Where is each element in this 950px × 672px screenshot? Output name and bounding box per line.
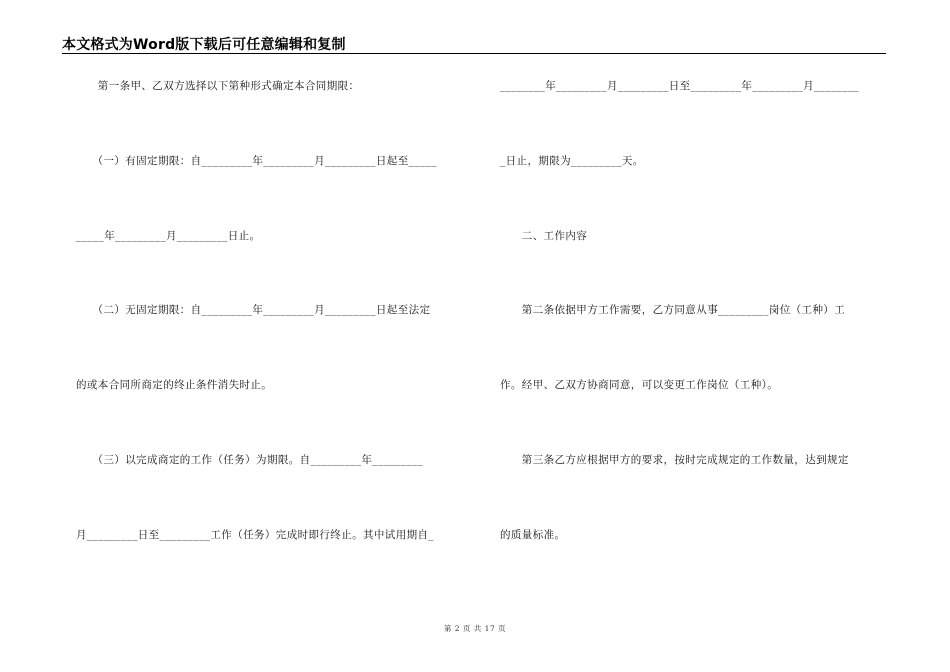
contract-term-article-1: 第一条甲、乙双方选择以下第种形式确定本合同期限：: [76, 80, 360, 92]
page-number-footer: 第 2 页 共 17 页: [443, 624, 507, 633]
article-2-line-2: 作。经甲、乙双方协商同意，可以变更工作岗位（工种）。: [500, 379, 779, 391]
probation-period-line-2: _日止，期限为_________天。: [500, 155, 644, 167]
fixed-term-line-1: （一）有固定期限：自_________年_________月_________日起至_____: [76, 155, 437, 167]
open-term-line-1: （二）无固定期限：自_________年_________月_________日起至法定: [76, 304, 431, 316]
section-heading-work-content: 二、工作内容: [500, 230, 588, 242]
probation-period-line-1: ________年_________月_________日至_________年_________月________: [500, 80, 860, 92]
article-3-line-2: 的质量标准。: [500, 529, 566, 541]
article-3-line-1: 第三条乙方应根据甲方的要求，按时完成规定的工作数量，达到规定: [500, 454, 849, 466]
header-divider: [62, 53, 886, 54]
document-header-title: 本文格式为Word版下载后可任意编辑和复制: [62, 37, 346, 53]
task-term-line-1: （三）以完成商定的工作（任务）为期限。自_________年_________: [76, 454, 424, 466]
fixed-term-line-2: _____年_________月_________日止。: [76, 230, 261, 242]
article-2-line-1: 第二条依据甲方工作需要，乙方同意从事_________岗位（工种）工: [500, 304, 846, 316]
open-term-line-2: 的或本合同所商定的终止条件消失时止。: [76, 379, 273, 391]
task-term-line-2: 月_________日至_________工作（任务）完成时即行终止。其中试用期自_: [76, 529, 435, 541]
